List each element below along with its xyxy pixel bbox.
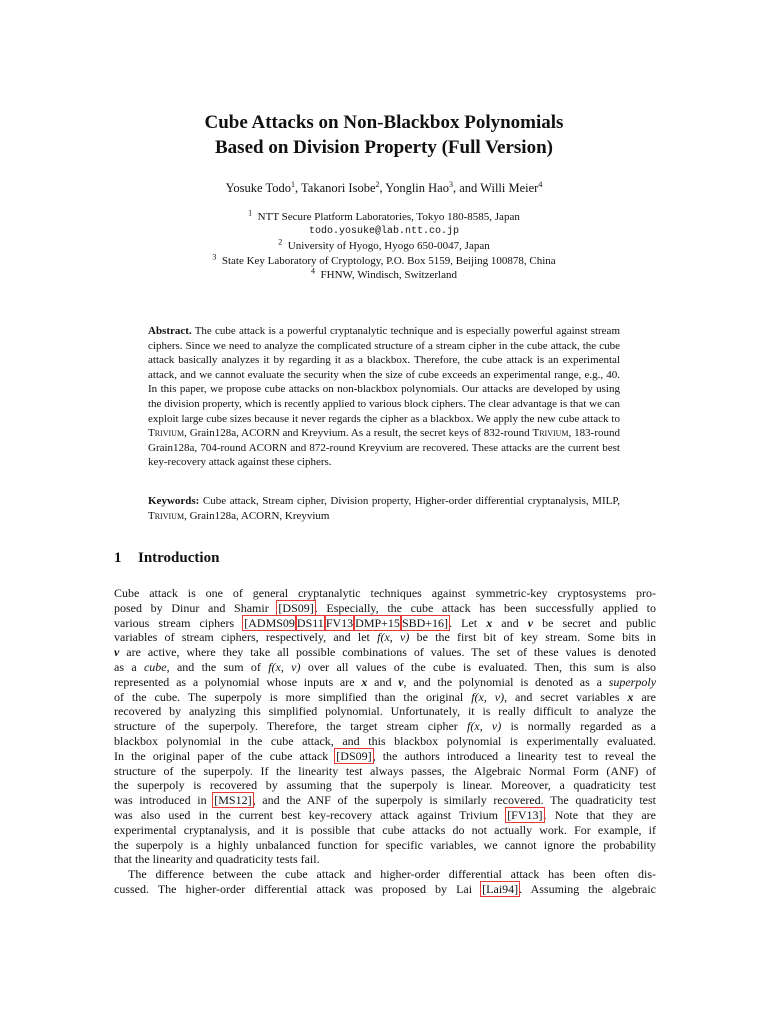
affiliation-2: $^2$ University of Hyogo, Hyogo 650-0047, Japan xyxy=(278,237,490,253)
author-name: Takanori Isobe xyxy=(301,181,376,195)
paper-title xyxy=(0,110,768,160)
citation-link[interactable]: DMP+15 xyxy=(355,615,400,630)
section-title: Introduction xyxy=(138,550,220,566)
citation-link[interactable]: [ADMS09 xyxy=(244,615,295,630)
author-sup: 2 xyxy=(375,179,380,189)
section-number: 1 xyxy=(114,550,122,566)
author-name: Willi Meier xyxy=(480,181,539,195)
citation-link[interactable]: FV13 xyxy=(325,615,354,630)
citation-link[interactable]: SBD+16] xyxy=(401,615,449,630)
author-sup: 1 xyxy=(291,179,296,189)
affiliation-1: $^1$ NTT Secure Platform Laboratories, Tokyo 180-8585, Japan xyxy=(248,208,520,223)
affiliation-3: $^3$ State Key Laboratory of Cryptology, P.O. Box 5159, Beijing 100878, China xyxy=(212,252,556,267)
citation-link[interactable]: [MS12] xyxy=(214,793,252,808)
author-name: Yonglin Hao xyxy=(385,181,449,195)
affiliations xyxy=(0,210,768,283)
citation-link[interactable]: [DS09] xyxy=(336,748,372,763)
author-sup: 3 xyxy=(448,179,453,189)
author-list: Yosuke Todo$^1$, Takanori Isobe$^2$, Yonglin Hao$^3$, and Willi Meier$^4$ xyxy=(225,179,543,195)
keywords-label: Keywords: xyxy=(148,495,200,507)
abstract: Abstract. The cube attack is a powerful cryptanalytic technique and is especially powerful against stream ciphers. Since we need to analyze the complicated structure of a stream cipher in the cube attack, the cube attack basically analyzes it by regarding it as a blackbox. Therefore, the cube attack is an experimental attack, and we cannot evaluate the security when the size of cube exceeds an experimental range, e.g., 40. In this paper, we propose cube attacks on non-blackbox polynomials. Our attacks are developed by using the division property, which is recently applied to various block ciphers. The clear advantage is that we can exploit large cube sizes because it never regards the cipher as a blackbox. We apply the new cube attack to Trivium, Grain128a, ACORN and Kreyvium. As a result, the secret keys of 832-round Trivium, 183-round Grain128a, 704-round ACORN and 872-round Kreyvium are recovered. These attacks are the current best key-recovery attack against these ciphers. xyxy=(148,325,620,469)
abstract-label: Abstract. xyxy=(148,325,192,337)
author-email: todo.yosuke@lab.ntt.co.jp xyxy=(308,225,460,237)
title-line-1: Cube Attacks on Non-Blackbox Polynomials xyxy=(204,112,564,133)
section-heading xyxy=(114,550,219,567)
affiliation-4: $^4$ FHNW, Windisch, Switzerland xyxy=(311,266,457,282)
author-name: Yosuke Todo xyxy=(225,181,292,195)
citation-link[interactable]: [Lai94] xyxy=(482,881,519,896)
citation-link[interactable]: [FV13] xyxy=(507,807,543,822)
author-sup: 4 xyxy=(538,179,543,189)
title-line-2: Based on Division Property (Full Version) xyxy=(215,137,553,158)
body-text: Cube attack is one of general cryptanalytic techniques against symmetric-key cryptosystems pro- posed by Dinur and Shamir [DS09]. Especially, the cube attack has been successfully applied to various stream ciphers [ADMS09 DS11 FV13 DMP+15 SBD+16]. Let x and v be secret and public variables of stream ciphers, respectively, and let f(x, v) be the first bit of key stream. Some bits in v are active, where they take all possible combinations of values. The set of these values is denoted as a cube, and the sum of f(x, v) over all values of the cube is evaluated. Then, this sum is also represented as a polynomial whose inputs are x and v, and the polynomial is denoted as a superpoly of the cube. The superpoly is more simplified than the original f(x, v), and secret variables x are recovered by analyzing this simplified polynomial. Unfortunately, it is really difficult to analyze the structure of the superpoly. Therefore, the target stream cipher f(x, v) is normally regarded as a blackbox polynomial in the cube attack, and this blackbox polynomial is experimentally evaluated. In the original paper of the cube attack [DS09], the authors introduced a linearity test to reveal the structure of the superpoly. If the linearity test always passes, the Algebraic Normal Form (ANF) of the superpoly is recovered by assuming that the superpoly is linear. Moreover, a quadraticity test was introduced in [MS12], and the ANF of the superpoly is similarly recovered. The quadraticity test was also used in the current best key-recovery attack against Trivium [FV13]. Note that they are experimental cryptanalysis, and it is possible that cube attacks do not actually work. For example, if the superpoly is a highly unbalanced function for specific variables, we cannot ignore the probability that the linearity and quadraticity tests fail. The difference between the cube attack and higher-order differential attack has been often dis- cussed. The higher-order differential attack was proposed by Lai [Lai94]. Assuming the algebraic xyxy=(114,586,657,896)
citation-link[interactable]: DS11 xyxy=(296,615,324,630)
citation-link[interactable]: [DS09] xyxy=(278,600,314,615)
keywords: Keywords: Cube attack, Stream cipher, Division property, Higher-order differential cryptanalysis, MILP, Trivium, Grain128a, ACORN, Kreyvium xyxy=(148,495,620,522)
